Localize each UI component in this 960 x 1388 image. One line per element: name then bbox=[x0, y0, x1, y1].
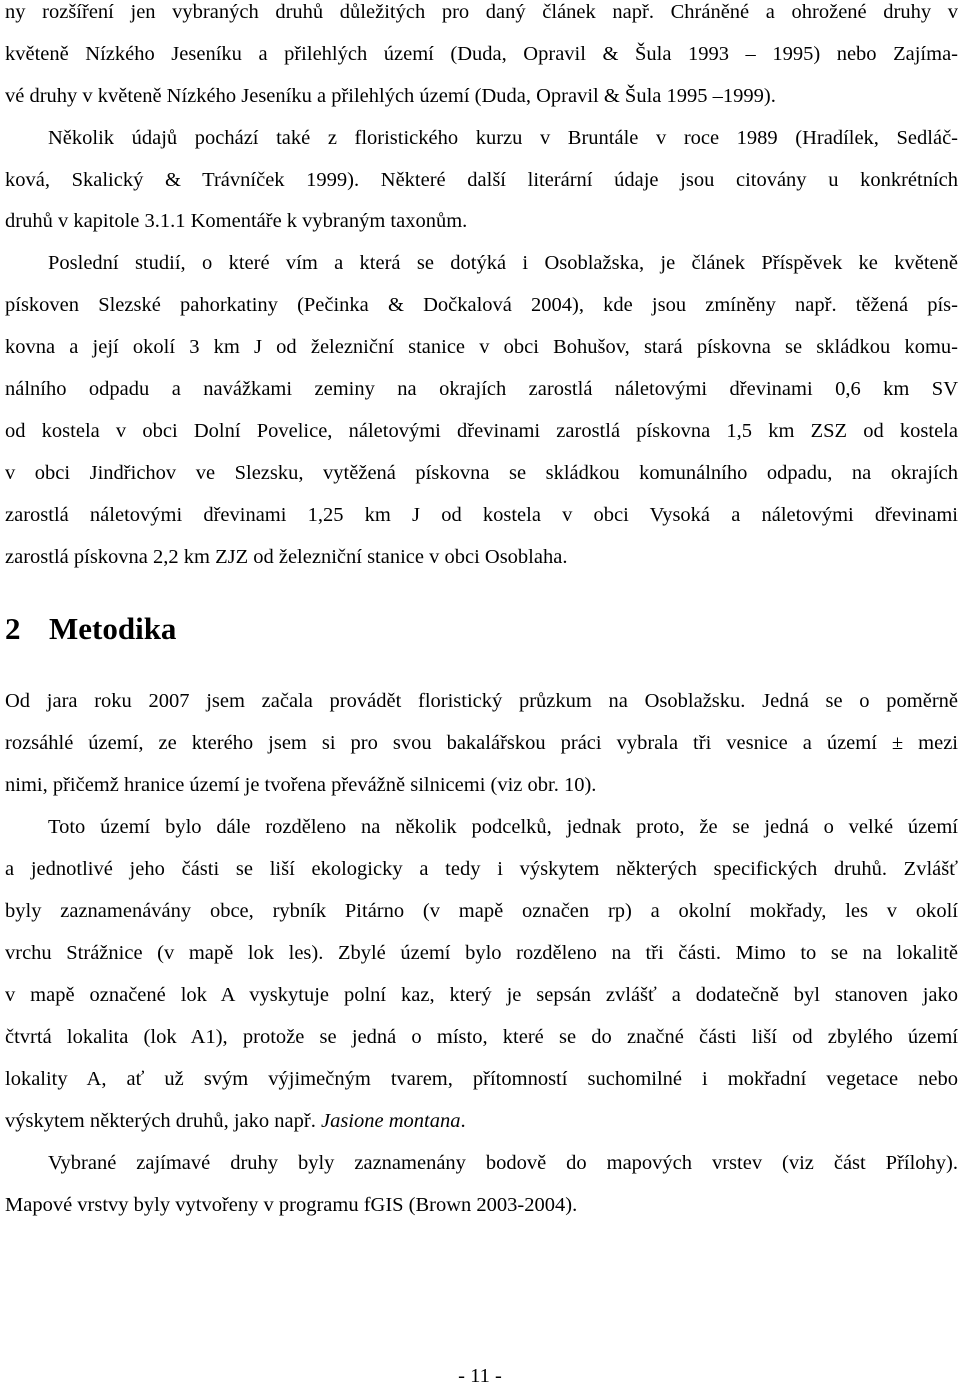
text-line: čtvrtá lokalita (lok A1), protože se jedná o místo, které se do značné části liší od zbylého území bbox=[5, 1026, 958, 1048]
text-line: v obci Jindřichov ve Slezsku, vytěžená pískovna se skládkou komunálního odpadu, na okrajích bbox=[5, 462, 958, 484]
text-line: byly zaznamenávány obce, rybník Pitárno (v mapě označen rp) a okolní mokřady, les v okolí bbox=[5, 900, 958, 922]
text-line: nálního odpadu a navážkami zeminy na okrajích zarostlá náletovými dřevinami 0,6 km SV bbox=[5, 378, 958, 400]
text-line: Poslední studií, o které vím a která se dotýká i Osoblažska, je článek Příspěvek ke květeně bbox=[48, 252, 958, 274]
text-line: nimi, přičemž hranice území je tvořena převážně silnicemi (viz obr. 10). bbox=[5, 774, 597, 796]
text-line: vé druhy v květeně Nízkého Jeseníku a přilehlých území (Duda, Opravil & Šula 1995 –1999). bbox=[5, 85, 776, 107]
text-line: vrchu Strážnice (v mapě lok les). Zbylé území bylo rozděleno na tři části. Mimo to se na lokalitě bbox=[5, 942, 958, 964]
text-line bbox=[5, 1109, 958, 1133]
species-name: Jasione montana bbox=[320, 1110, 461, 1132]
text-line: květeně Nízkého Jeseníku a přilehlých území (Duda, Opravil & Šula 1993 – 1995) nebo Zajíma- bbox=[5, 43, 958, 65]
text-line: Mapové vrstvy byly vytvořeny v programu fGIS (Brown 2003-2004). bbox=[5, 1194, 578, 1216]
text-line: a jednotlivé jeho části se liší ekologicky a tedy i výskytem některých specifických druhů. Zvlášť bbox=[5, 858, 958, 880]
page-number: - 11 - bbox=[458, 1365, 502, 1387]
text-line: Vybrané zajímavé druhy byly zaznamenány bodově do mapových vrstev (viz část Přílohy). bbox=[48, 1152, 958, 1174]
text-line: od kostela v obci Dolní Povelice, náletovými dřevinami zarostlá pískovna 1,5 km ZSZ od kostela bbox=[5, 420, 958, 442]
text-line: zarostlá náletovými dřevinami 1,25 km J od kostela v obci Vysoká a náletovými dřevinami bbox=[5, 504, 958, 526]
text-line: lokality A, ať už svým výjimečným tvarem, přítomností suchomilné i mokřadní vegetace nebo bbox=[5, 1068, 958, 1090]
text-line: Několik údajů pochází také z floristického kurzu v Bruntále v roce 1989 (Hradílek, Sedláč- bbox=[48, 127, 958, 149]
text-line: kovna a její okolí 3 km J od železniční stanice v obci Bohušov, stará pískovna se skládkou komu- bbox=[5, 336, 958, 358]
section-heading bbox=[5, 611, 176, 647]
text-line: rozsáhlé území, ze kterého jsem si pro svou bakalářskou práci vybrala tři vesnice a území ± mezi bbox=[5, 732, 958, 754]
text-line: ková, Skalický & Trávníček 1999). Některé další literární údaje jsou citovány u konkrétních bbox=[5, 169, 958, 191]
text-line: v mapě označené lok A vyskytuje polní kaz, který je sepsán zvlášť a dodatečně byl stanoven jako bbox=[5, 984, 958, 1006]
text-line: pískoven Slezské pahorkatiny (Pečinka & Dočkalová 2004), kde jsou zmíněny např. těžená pís- bbox=[5, 294, 958, 316]
text-span: . bbox=[460, 1110, 466, 1132]
text-line: druhů v kapitole 3.1.1 Komentáře k vybraným taxonům. bbox=[5, 210, 468, 232]
text-line: Od jara roku 2007 jsem začala provádět floristický průzkum na Osoblažsku. Jedná se o poměrně bbox=[5, 690, 958, 712]
section-title: Metodika bbox=[49, 611, 177, 646]
text-line: zarostlá pískovna 2,2 km ZJZ od železniční stanice v obci Osoblaha. bbox=[5, 546, 568, 568]
section-number: 2 bbox=[5, 611, 21, 646]
text-span: výskytem některých druhů, jako např. bbox=[5, 1110, 321, 1132]
text-line: ny rozšíření jen vybraných druhů důležitých pro daný článek např. Chráněné a ohrožené druhy v bbox=[5, 1, 958, 23]
text-line: Toto území bylo dále rozděleno na několik podcelků, jednak proto, že se jedná o velké území bbox=[48, 816, 958, 838]
